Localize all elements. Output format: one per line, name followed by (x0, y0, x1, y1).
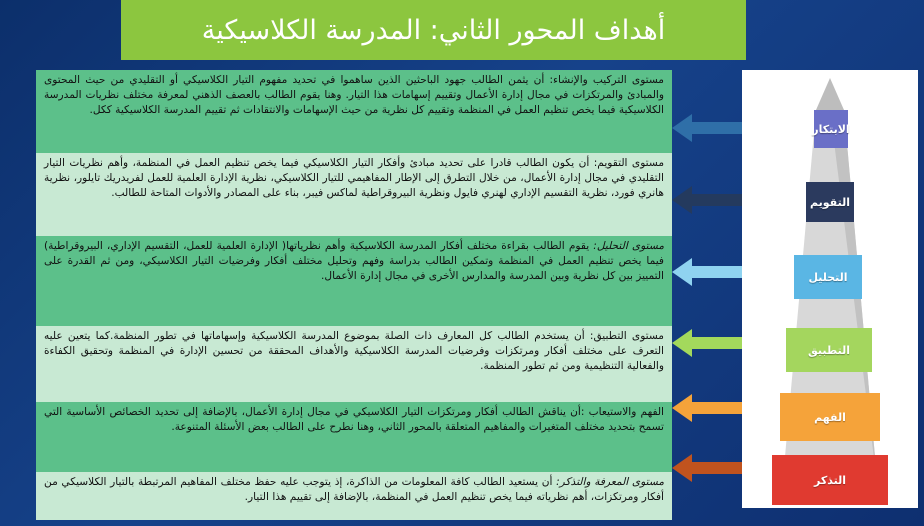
arrow-left-icon (672, 394, 692, 422)
pyramid-tier-comprehension: الفهم (780, 393, 880, 441)
row-lead: مستوى المعرفة والتذكر: (556, 476, 664, 488)
pyramid-tier-evaluation: التقويم (806, 182, 854, 222)
row-text: مستوى التطبيق: أن يستخدم الطالب كل المعارف ذات الصلة بموضوع المدرسة الكلاسيكية وإسهاماتها في تطور المنظمة.كما يتعين عليه التعرف على مختلف أفكار ومرتكزات وفرضيات المدرسة الكلاسيكية والأهداف المحققة من تحسين الإدارة في المنظمة وتحقيق الكفاءة والفعالية التنظيمية ومن ثم تطور المنظمة. (44, 330, 664, 373)
row-text: مستوى التركيب والإنشاء: أن يثمن الطالب جهود الباحثين الذين ساهموا في تحديد مفهوم التيار الكلاسيكي أو التقليدي من حيث المحتوى والمبادئ والمرتكزات في مجال إدارة الأعمال وتقييم إسهامات هذا التيار. وهنا يقوم الطالب بالعصف الذهني لمعرفة مختلف نظريات المدرسة الكلاسيكية فيما يخص تنظيم العمل في المنظمة وتقييم كل نظرية من حيث الإسهامات والانتقادات ثم تقييم المدرسة الكلاسيكية ككل. (44, 74, 664, 117)
arrow-left-icon (672, 329, 692, 357)
arrow-left-icon (672, 114, 692, 142)
row-application (36, 326, 672, 402)
arrow-left-icon (672, 258, 692, 286)
row-lead: مستوى التحليل: (593, 240, 664, 252)
pyramid-tier-application: التطبيق (786, 328, 872, 372)
row-evaluation (36, 153, 672, 236)
row-text: مستوى التقويم: أن يكون الطالب قادرا على تحديد مبادئ وأفكار التيار الكلاسيكي فيما يخص تنظيم العمل في المنظمة، وأهم نظريات التيار التقليدي في مجال إدارة الأعمال، من خلال التطرق إلى الإطار المفاهيمي للتيار الكلاسيكي، نظرية الإدارة العلمية للعمل لفريدريك تايلور، نظرية هانري فورد، نظرية التقسيم الإداري لهنري فايول ونظرية البيروقراطية لماكس فيبر، بناء على المصادر والأدوات المتاحة للطالب. (44, 157, 664, 200)
arrow-left-icon (672, 454, 692, 482)
arrow-left-icon (672, 186, 692, 214)
row-text: الفهم والاستيعاب :أن يناقش الطالب أفكار ومرتكزات التيار الكلاسيكي في مجال إدارة الأعمال، بالإضافة إلى تحديد الخصائص الأساسية التي تسمح بتحديد مختلف المتغيرات والمفاهيم المتعلقة بالمحور الثاني، وهنا نطرح على الطالب بعض الأسئلة المتنوعة. (44, 406, 664, 434)
pyramid-tier-creation: الابتكار (814, 110, 848, 148)
row-knowledge (36, 472, 672, 520)
pyramid-panel (742, 70, 918, 508)
page-title: أهداف المحور الثاني: المدرسة الكلاسيكية (121, 0, 746, 60)
row-analysis (36, 236, 672, 326)
row-synthesis (36, 70, 672, 153)
row-text: أن يستعيد الطالب كافة المعلومات من الذاكرة، إذ يتوجب عليه حفظ مختلف المفاهيم المرتبطة بالتيار الكلاسيكي من أفكار ومرتكزات، أهم نظرياته فيما يخص تنظيم العمل في المنظمة، بالإضافة إلى تقييم هذا التيار. (44, 476, 664, 504)
pyramid-tier-knowledge: التذكر (772, 455, 888, 505)
pyramid-tier-analysis: التحليل (794, 255, 862, 299)
row-comprehension (36, 402, 672, 472)
row-text: يقوم الطالب بقراءة مختلف أفكار المدرسة الكلاسيكية وأهم نظرياتها( الإدارة العلمية للعمل، التقسيم الإداري، البيروقراطية) فيما يخص تنظيم العمل في المنظمة وتمكين الطالب بدراسة وفهم وتحليل مختلف أفكار وفرضيات التيار الكلاسيكي، ومن ثم القدرة على التمييز بين كل نظرية وبين المدرسة والمدارس الأخرى في مجال إدارة الأعمال. (44, 240, 664, 283)
